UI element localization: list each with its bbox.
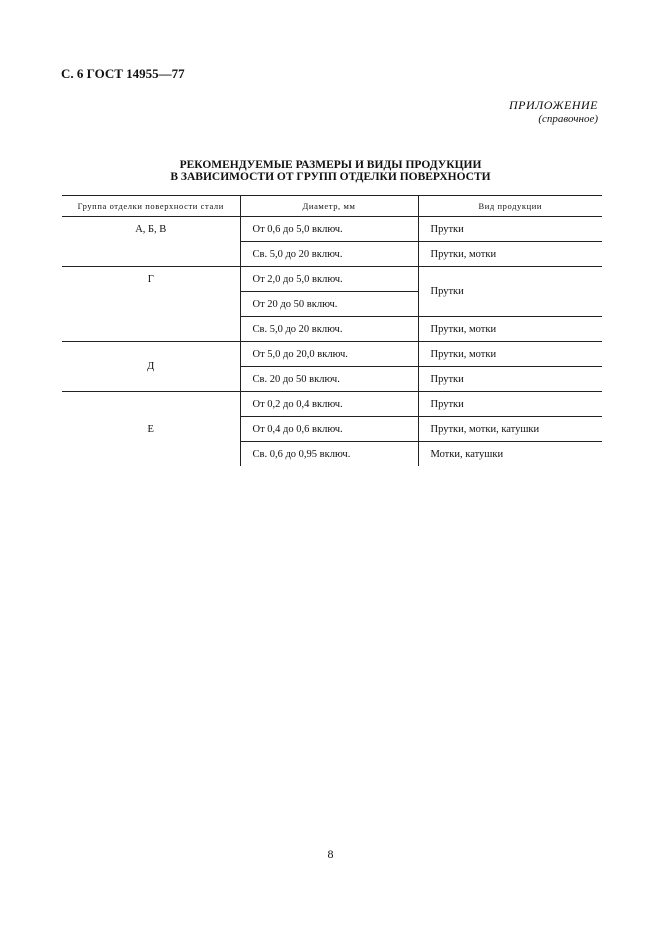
diameter-cell: От 0,6 до 5,0 включ. xyxy=(240,217,418,242)
diameter-cell: Св. 20 до 50 включ. xyxy=(240,367,418,392)
product-cell: Прутки xyxy=(418,392,602,417)
diameter-cell: Св. 0,6 до 0,95 включ. xyxy=(240,442,418,467)
product-size-table xyxy=(62,195,602,466)
group-cell: Д xyxy=(62,342,240,392)
group-cell: А, Б, В xyxy=(135,224,167,235)
diameter-cell: От 5,0 до 20,0 включ. xyxy=(240,342,418,367)
product-cell: Мотки, катушки xyxy=(418,442,602,467)
product-cell: Прутки, мотки xyxy=(418,342,602,367)
group-cell: Е xyxy=(62,392,240,467)
document-title-line-1: РЕКОМЕНДУЕМЫЕ РАЗМЕРЫ И ВИДЫ ПРОДУКЦИИ xyxy=(179,159,482,171)
product-cell: Прутки xyxy=(418,367,602,392)
diameter-cell: От 0,2 до 0,4 включ. xyxy=(240,392,418,417)
product-cell: Прутки xyxy=(418,217,602,242)
document-title xyxy=(0,159,661,183)
product-cell: Прутки, мотки xyxy=(418,242,602,267)
table-row xyxy=(62,392,602,417)
table-row xyxy=(62,217,602,242)
header-product: Вид продукции xyxy=(418,196,602,217)
document-title-line-2: В ЗАВИСИМОСТИ ОТ ГРУПП ОТДЕЛКИ ПОВЕРХНОСТИ xyxy=(170,171,491,183)
group-cell: Г xyxy=(62,267,240,342)
appendix-title: ПРИЛОЖЕНИЕ xyxy=(509,98,598,112)
header-diameter: Диаметр, мм xyxy=(240,196,418,217)
diameter-cell: От 20 до 50 включ. xyxy=(240,292,418,317)
table-header-row xyxy=(62,196,602,217)
table-row xyxy=(62,342,602,367)
appendix-note: (справочное) xyxy=(538,113,598,125)
product-cell: Прутки, мотки, катушки xyxy=(418,417,602,442)
header-group: Группа отделки поверхности стали xyxy=(62,196,240,217)
diameter-cell: От 2,0 до 5,0 включ. xyxy=(240,267,418,292)
product-cell: Прутки, мотки xyxy=(418,317,602,342)
page-number: 8 xyxy=(327,847,334,861)
table-row xyxy=(62,267,602,292)
diameter-cell: От 0,4 до 0,6 включ. xyxy=(240,417,418,442)
diameter-cell: Св. 5,0 до 20 включ. xyxy=(240,242,418,267)
product-cell: Прутки xyxy=(418,267,602,317)
diameter-cell: Св. 5,0 до 20 включ. xyxy=(240,317,418,342)
page-header: С. 6 ГОСТ 14955—77 xyxy=(61,66,185,81)
appendix-label xyxy=(509,98,598,126)
